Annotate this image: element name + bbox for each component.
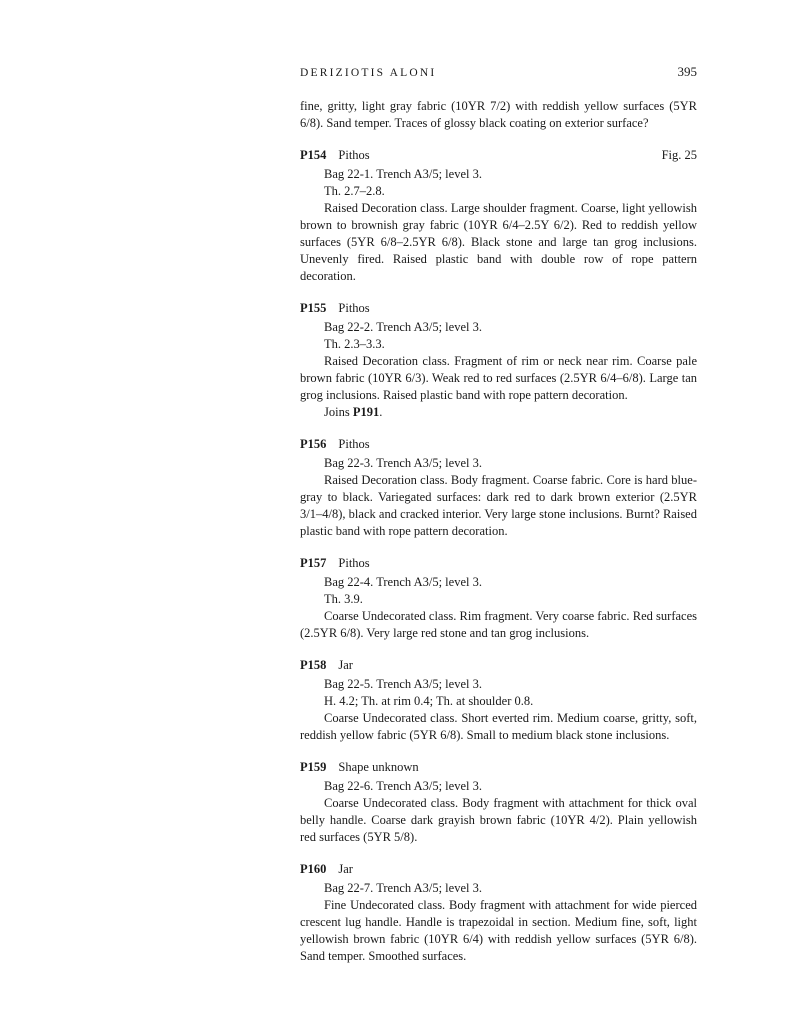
description: Coarse Undecorated class. Body fragment with attachment for thick oval belly handle. Coarse dark grayish brown fabric (10YR 4/2). Plain yellowish red surfaces (5YR 5/8). xyxy=(300,796,697,844)
catalog-entry-p159 xyxy=(300,759,697,846)
description: Raised Decoration class. Large shoulder fragment. Coarse, light yellowish brown to brownish gray fabric (10YR 6/4–2.5Y 6/2). Red to reddish yellow surfaces (5YR 6/8–2.5YR 6/8). Black stone and large tan grog inclusions. Unevenly fired. Raised plastic band with double row of rope pattern decoration. xyxy=(300,201,697,283)
entry-id: P160 xyxy=(300,862,327,876)
dimensions: Th. 3.9. xyxy=(324,592,363,606)
entry-heading xyxy=(300,657,697,674)
catalog-entry-p155 xyxy=(300,300,697,421)
catalog-entry-p157 xyxy=(300,555,697,642)
catalog-entry-p156 xyxy=(300,436,697,540)
entry-heading xyxy=(300,436,697,453)
entry-heading xyxy=(300,555,697,572)
entry-id: P156 xyxy=(300,437,327,451)
page-number: 395 xyxy=(677,64,697,79)
entry-heading xyxy=(300,759,697,776)
catalog-entry-p160 xyxy=(300,861,697,965)
joins-reference: P191 xyxy=(352,405,380,419)
bag-info: Bag 22-4. Trench A3/5; level 3. xyxy=(324,575,482,589)
entry-shape: Jar xyxy=(338,862,353,876)
entry-shape: Pithos xyxy=(338,437,370,451)
figure-ref: Fig. 25 xyxy=(661,148,697,162)
entry-shape: Pithos xyxy=(338,301,370,315)
entry-heading xyxy=(300,300,697,317)
description: Fine Undecorated class. Body fragment with attachment for wide pierced crescent lug handle. Handle is trapezoidal in section. Medium fine, soft, light yellowish brown fabric (10YR 6/4) with reddish yellow surfaces (5YR 6/8). Sand temper. Smoothed surfaces. xyxy=(300,898,697,963)
entry-id: P157 xyxy=(300,556,327,570)
bag-info: Bag 22-3. Trench A3/5; level 3. xyxy=(324,456,482,470)
entry-heading xyxy=(300,861,697,878)
entry-id: P155 xyxy=(300,301,327,315)
running-header xyxy=(300,64,697,80)
catalog-body xyxy=(300,98,697,965)
description: Raised Decoration class. Fragment of rim or neck near rim. Coarse pale brown fabric (10YR 6/3). Weak red to red surfaces (2.5YR 6/4–6/8). Large tan grog inclusions. Raised plastic band with rope pattern decoration. xyxy=(300,354,697,402)
catalog-entry-p154 xyxy=(300,147,697,285)
bag-info: Bag 22-5. Trench A3/5; level 3. xyxy=(324,677,482,691)
entry-shape: Pithos xyxy=(338,148,370,162)
joins-end: . xyxy=(379,405,383,419)
catalog-entry-p158 xyxy=(300,657,697,744)
description: Coarse Undecorated class. Short everted rim. Medium coarse, gritty, soft, reddish yellow fabric (5YR 6/8). Small to medium black stone inclusions. xyxy=(300,711,697,742)
intro-text: fine, gritty, light gray fabric (10YR 7/2) with reddish yellow surfaces (5YR 6/8). Sand temper. Traces of glossy black coating on exterior surface? xyxy=(300,99,697,130)
bag-info: Bag 22-1. Trench A3/5; level 3. xyxy=(324,167,482,181)
description: Raised Decoration class. Body fragment. Coarse fabric. Core is hard blue-gray to black. Variegated surfaces: dark red to dark brown exterior (2.5YR 3/1–4/8), black and cracked interior. Very large stone inclusions. Burnt? Raised plastic band with rope pattern decoration. xyxy=(300,473,697,538)
bag-info: Bag 22-6. Trench A3/5; level 3. xyxy=(324,779,482,793)
entry-heading xyxy=(300,147,697,164)
running-title: DERIZIOTIS ALONI xyxy=(300,67,437,79)
entry-id: P159 xyxy=(300,760,327,774)
bag-info: Bag 22-7. Trench A3/5; level 3. xyxy=(324,881,482,895)
entry-shape: Jar xyxy=(338,658,353,672)
joins-note xyxy=(300,404,697,421)
joins-label: Joins xyxy=(324,405,350,419)
entry-shape: Pithos xyxy=(338,556,370,570)
dimensions: Th. 2.3–3.3. xyxy=(324,337,385,351)
dimensions: Th. 2.7–2.8. xyxy=(324,184,385,198)
entry-id: P154 xyxy=(300,148,327,162)
bag-info: Bag 22-2. Trench A3/5; level 3. xyxy=(324,320,482,334)
dimensions: H. 4.2; Th. at rim 0.4; Th. at shoulder 0.8. xyxy=(324,694,534,708)
entry-id: P158 xyxy=(300,658,327,672)
entry-shape: Shape unknown xyxy=(338,760,419,774)
description: Coarse Undecorated class. Rim fragment. Very coarse fabric. Red surfaces (2.5YR 6/8). Very large red stone and tan grog inclusions. xyxy=(300,609,697,640)
